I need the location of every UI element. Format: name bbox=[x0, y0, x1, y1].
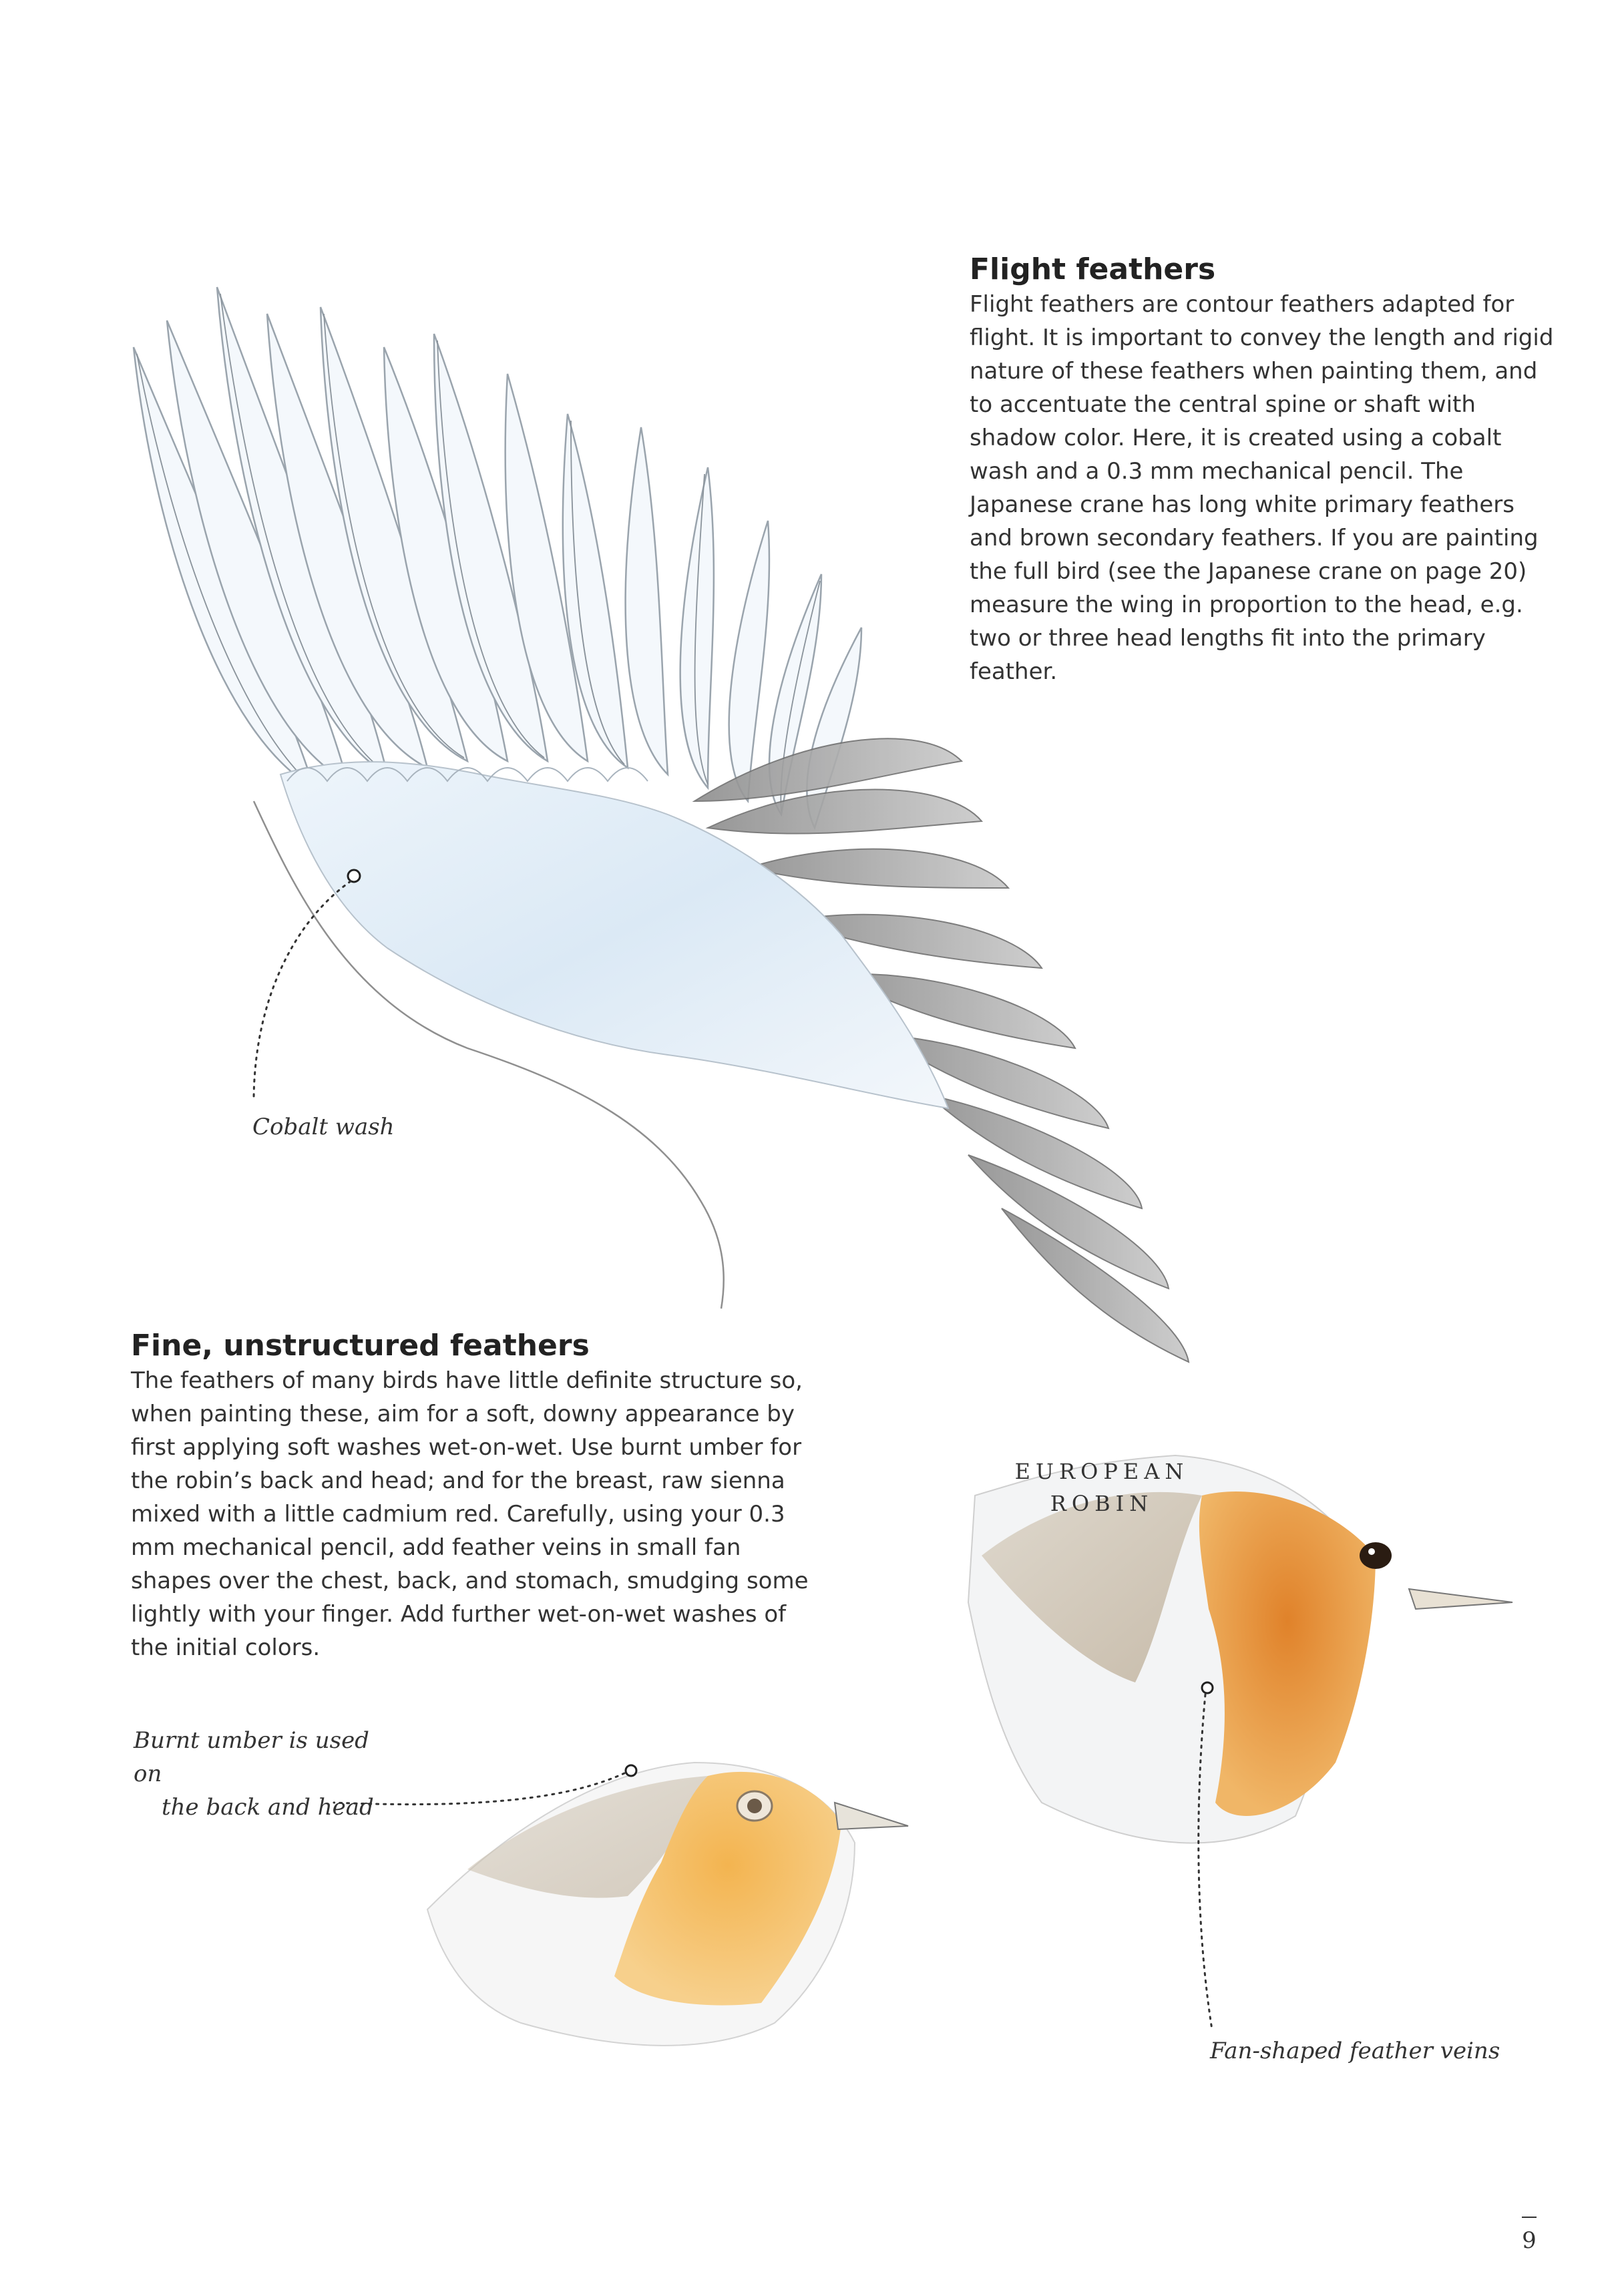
cobalt-wash-caption: Cobalt wash bbox=[252, 1114, 395, 1140]
robin-left-beak bbox=[835, 1803, 908, 1829]
page-number-text: 9 bbox=[1522, 2227, 1537, 2254]
burnt-umber-caption bbox=[134, 1724, 387, 1824]
flight-feathers-body: Flight feathers are contour feathers adapted for flight. It is important to convey the length and rigid nature of these feathers when painting them, and to accentuate the central spine or shaft with shadow color. Here, it is created using a cobalt wash and a 0.3 mm mechanical pencil. The Japanese crane has long white primary feathers and brown secondary feathers. If you are painting the full bird (see the Japanese crane on page 20) measure the wing in proportion to the head, e.g. two or three head lengths fit into the primary feather. bbox=[970, 290, 1554, 685]
robin-right-eye bbox=[1360, 1542, 1392, 1569]
burnt-umber-caption-line2: the back and head bbox=[162, 1794, 374, 1821]
species-label-line2: ROBIN bbox=[1050, 1491, 1154, 1516]
species-label-line1: EUROPEAN bbox=[1014, 1459, 1189, 1484]
fine-feathers-section bbox=[131, 1329, 819, 1664]
robin-right bbox=[968, 1455, 1512, 2030]
robin-left bbox=[334, 1763, 908, 2046]
fine-feathers-heading: Fine, unstructured feathers bbox=[131, 1329, 590, 1363]
burnt-umber-marker bbox=[626, 1765, 636, 1776]
fan-veins-marker bbox=[1202, 1682, 1213, 1693]
flight-feathers-section bbox=[970, 252, 1557, 688]
flight-feathers-heading: Flight feathers bbox=[970, 252, 1216, 286]
fan-veins-caption: Fan-shaped feather veins bbox=[1210, 2038, 1500, 2064]
robin-right-beak bbox=[1409, 1589, 1512, 1609]
page-number bbox=[1509, 2217, 1549, 2254]
page-number-rule bbox=[1522, 2217, 1537, 2218]
species-label bbox=[982, 1455, 1222, 1520]
fine-feathers-body: The feathers of many birds have little definite structure so, when painting these, aim for a soft, downy appearance by first applying soft washes wet-on-wet. Use burnt umber for the robin’s back and head; and for the breast, raw sienna mixed with a little cadmium red. Carefully, using your 0.3 mm mechanical pencil, add feather veins in small fan shapes over the chest, back, and stomach, smudging some lightly with your finger. Add further wet-on-wet washes of the initial colors. bbox=[131, 1367, 809, 1661]
burnt-umber-caption-line1: Burnt umber is used on bbox=[134, 1727, 369, 1787]
